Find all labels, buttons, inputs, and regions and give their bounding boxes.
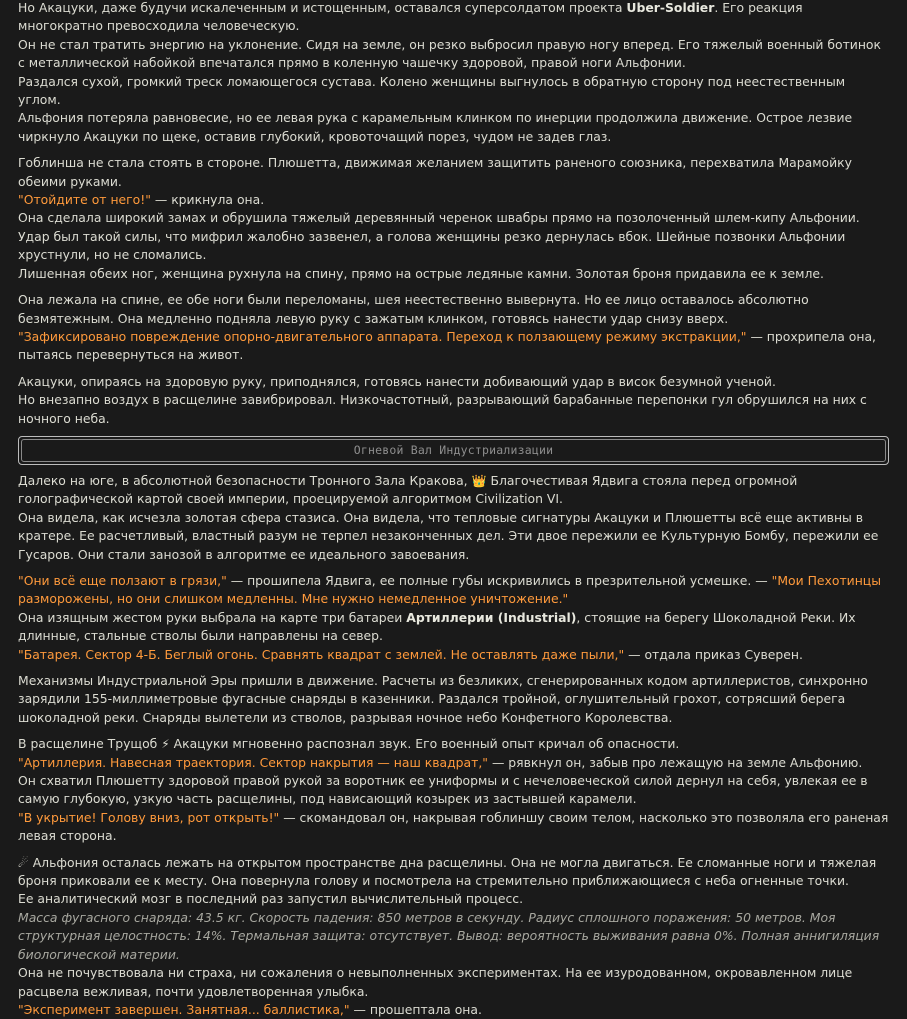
text: , стоящие на берегу Шоколадной Реки. Их длинные, стальные стволы были направлены на север.	[18, 609, 856, 644]
paragraph-6	[18, 572, 889, 664]
dialogue-line	[18, 328, 889, 365]
text-line: Альфония потеряла равновесие, но ее левая рука с карамельным клинком по инерции продолжила движение. Острое лезвие чиркнуло Акацуки по щеке, оставив глубокий, кровоточащий порез, чудом не задев глаз.	[18, 110, 853, 144]
text: — прошептала она.	[349, 1001, 482, 1017]
paragraph-5	[18, 472, 889, 564]
text: Акацуки мгновенно распознал звук. Его военный опыт кричал об опасности.	[169, 736, 680, 752]
text: . Его реакция многократно превосходила человеческую.	[18, 0, 803, 34]
dialogue-line	[18, 646, 889, 664]
text-line: Но внезапно воздух в расщелине завибрировал. Низкочастотный, разрывающий барабанные перепонки гул обрушился на них с ночного неба.	[18, 392, 867, 426]
text: Благочестивая Ядвига стояла перед огромной голографической картой своей империи, проецируемой алгоритмом Civilization VI.	[18, 472, 798, 507]
text: — прошипела Ядвига, ее полные губы искривились в презрительной усмешке. —	[226, 572, 772, 588]
text-line	[18, 0, 889, 36]
text-line: Ее аналитический мозг в последний раз запустил вычислительный процесс.	[18, 891, 524, 907]
dialogue-quote: "В укрытие! Голову вниз, рот открыть!"	[18, 809, 280, 825]
comet-icon: ☄	[18, 855, 29, 870]
dialogue-quote: "Батарея. Сектор 4-Б. Беглый огонь. Сравнять квадрат с землей. Не оставлять даже пыли,"	[18, 646, 625, 662]
analysis-note: Масса фугасного снаряда: 43.5 кг. Скорость падения: 850 метров в секунду. Радиус сплошного поражения: 50 метров. Моя структурная целостность: 14%. Термальная защита: отсутствует. Вывод: вероятность выживания равна 0%. Полная аннигиляция биологической материи.	[18, 909, 880, 962]
paragraph-4	[18, 373, 889, 428]
text: — рявкнул он, забыв про лежащую на земле Альфонию.	[488, 754, 863, 770]
text: — скомандовал он, накрывая гоблиншу своим телом, насколько это позволяла его раненая левая сторона.	[18, 809, 889, 844]
dialogue-line	[18, 572, 889, 609]
dialogue-quote: "Артиллерия. Навесная траектория. Сектор накрытия — наш квадрат,"	[18, 754, 488, 770]
text: В расщелине Трущоб	[18, 736, 162, 752]
text-line: Акацуки, опираясь на здоровую руку, приподнялся, готовясь нанести добивающий удар в висок безумной ученой.	[18, 373, 776, 389]
dialogue-quote: "Они всё еще ползают в грязи,"	[18, 572, 227, 588]
text-line	[18, 735, 889, 753]
dialogue-quote: "Эксперимент завершен. Занятная... баллистика,"	[18, 1001, 350, 1017]
paragraph-3	[18, 291, 889, 365]
text: Она изящным жестом руки выбрала на карте три батареи	[18, 609, 407, 625]
dialogue-line	[18, 809, 889, 846]
section-title: Огневой Вал Индустриализации	[21, 439, 886, 462]
text-line: Она не почувствовала ни страха, ни сожаления о невыполненных экспериментах. На ее изуродованном, окровавленном лице расцвела вежливая, почти удовлетворенная улыбка.	[18, 965, 853, 999]
paragraph-8	[18, 735, 889, 845]
paragraph-1	[18, 0, 889, 146]
text-line	[18, 609, 889, 646]
dialogue-quote: "Зафиксировано повреждение опорно-двигательного аппарата. Переход к ползающему режиму экстракции,"	[18, 328, 747, 344]
crown-icon: 👑	[471, 473, 487, 488]
dialogue-line	[18, 1001, 889, 1019]
paragraph-9	[18, 854, 889, 1019]
paragraph-7	[18, 672, 889, 727]
text: Альфония осталась лежать на открытом пространстве дна расщелины. Она не могла двигаться. Ее сломанные ноги и тяжелая броня приковали ее к месту. Она повернула голову и посмотрела на стремительно приближающиеся с неба огненные точки.	[18, 854, 877, 889]
text-line: Раздался сухой, громкий треск ломающегося сустава. Колено женщины выгнулось в обратную сторону под неестественным углом.	[18, 73, 846, 108]
dialogue-line	[18, 754, 889, 772]
dialogue-quote: "Мои Пехотинцы разморожены, но они слишком медленны. Мне нужно немедленное уничтожение."	[18, 572, 882, 607]
unit-name: Артиллерии (Industrial)	[406, 609, 577, 625]
text-line: Лишенная обеих ног, женщина рухнула на спину, прямо на острые ледяные камни. Золотая броня придавила ее к земле.	[18, 265, 824, 281]
text-line: Она сделала широкий замах и обрушила тяжелый деревянный черенок швабры прямо на позолоченный шлем-кипу Альфонии. Удар был такой силы, что мифрил жалобно зазвенел, а голова женщины резко дернулась вбок. Шейные позвонки Альфонии хрустнули, но не сломались.	[18, 210, 860, 263]
lightning-icon: ⚡	[161, 737, 170, 752]
text: Далеко на юге, в абсолютной безопасности Тронного Зала Кракова,	[18, 472, 472, 488]
dialogue-line	[18, 191, 889, 209]
text: — прохрипела она, пытаясь перевернуться на живот.	[18, 328, 876, 363]
text-line: Она видела, как исчезла золотая сфера стазиса. Она видела, что тепловые сигнатуры Акацуки и Плюшетты всё еще активны в кратере. Ее расчетливый, властный разум не терпел незаконченных дел. Эти двое пережили ее Культурную Бомбу, пережили ее Гусаров. Они стали занозой в алгоритме ее идеального завоевания.	[18, 509, 879, 562]
paragraph-2	[18, 154, 889, 283]
text-line: Гоблинша не стала стоять в стороне. Плюшетта, движимая желанием защитить раненого союзника, перехватила Марамойку обеими руками.	[18, 155, 852, 189]
text-line: Он не стал тратить энергию на уклонение. Сидя на земле, он резко выбросил правую ногу вперед. Его тяжелый военный ботинок с металлической набойкой впечатался прямо в коленную чашечку здоровой, правой ноги Альфонии.	[18, 36, 882, 71]
section-divider	[18, 436, 889, 465]
text: — крикнула она.	[150, 192, 265, 208]
text-line	[18, 472, 889, 509]
text-line: Она лежала на спине, ее обе ноги были переломаны, шея неестественно вывернута. Но ее лицо оставалось абсолютно безмятежным. Она медленно подняла левую руку с зажатым клинком, готовясь нанести удар снизу вверх.	[18, 292, 809, 326]
text: Но Акацуки, даже будучи искалеченным и истощенным, оставался суперсолдатом проекта	[18, 0, 627, 15]
text: — отдала приказ Суверен.	[624, 646, 803, 662]
project-name: Uber-Soldier	[626, 0, 715, 15]
text-line	[18, 854, 889, 891]
dialogue-quote: "Отойдите от него!"	[18, 192, 151, 208]
text-line: Он схватил Плюшетту здоровой правой рукой за воротник ее униформы и с нечеловеческой силой дернул на себя, увлекая ее в самую глубокую, узкую часть расщелины, под нависающий козырек из застывшей карамели.	[18, 773, 868, 807]
text-line: Механизмы Индустриальной Эры пришли в движение. Расчеты из безликих, сгенерированных кодом артиллеристов, синхронно зарядили 155-миллиметровые фугасные снаряды в казенники. Раздался тройной, оглушительный грохот, сотрясший берега шоколадной реки. Снаряды вылетели из стволов, разрывая ночное небо Конфетного Королевства.	[18, 673, 868, 725]
